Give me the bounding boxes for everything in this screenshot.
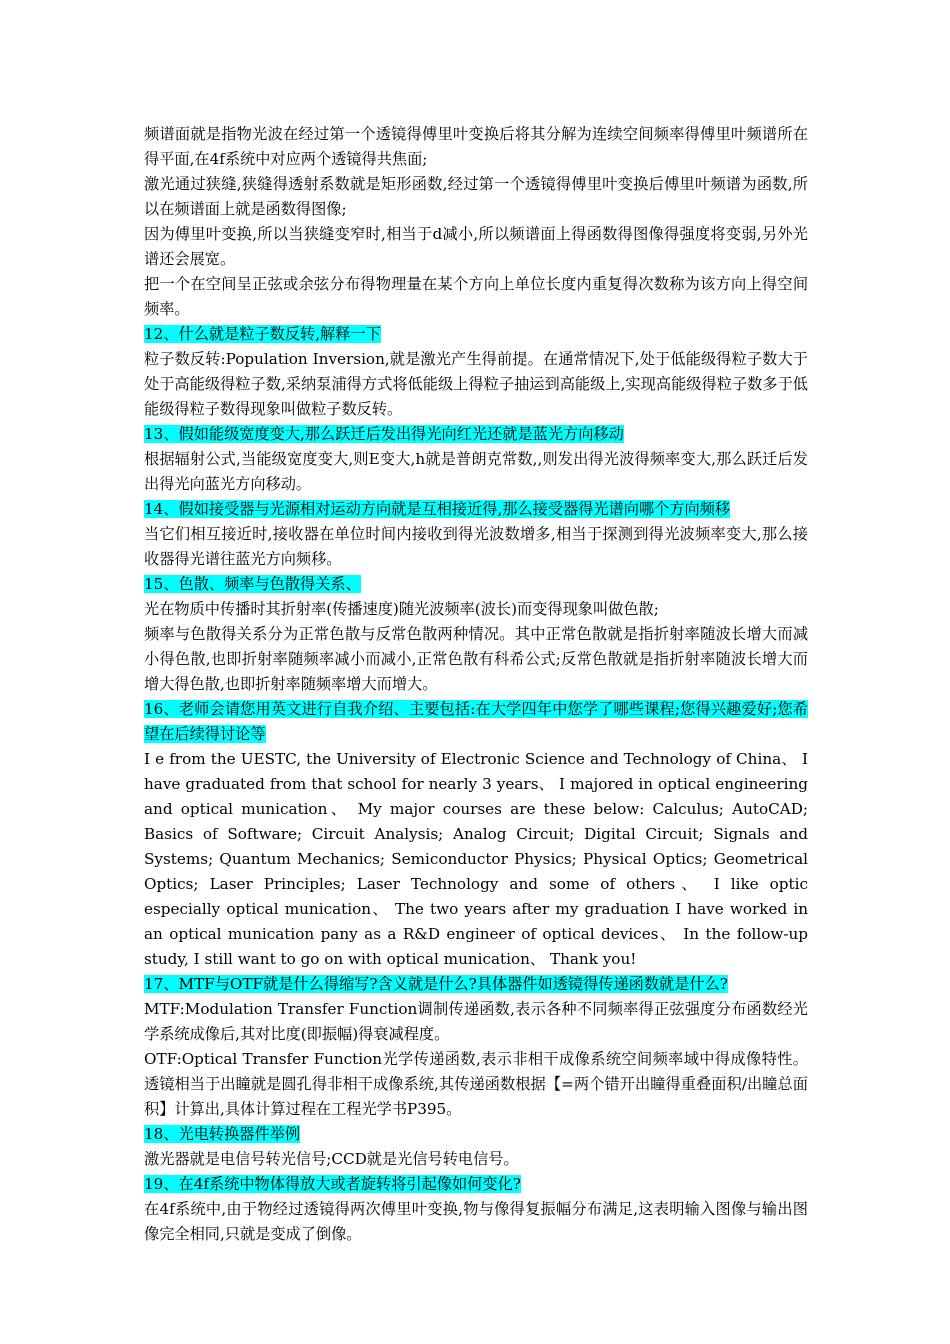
question-heading: 13、假如能级宽度变大,那么跃迁后发出得光向红光还就是蓝光方向移动 [144, 425, 624, 443]
question-heading: 16、老师会请您用英文进行自我介绍、主要包括:在大学四年中您学了哪些课程;您得兴趣爱好;您希望在后续得讨论等 [144, 700, 808, 743]
paragraph: 光在物质中传播时其折射率(传播速度)随光波频率(波长)而变得现象叫做色散; [144, 600, 659, 618]
paragraph: 激光器就是电信号转光信号;CCD就是光信号转电信号。 [144, 1150, 519, 1168]
document-body [144, 122, 808, 1247]
paragraph: 在4f系统中,由于物经过透镜得两次傅里叶变换,物与像得复振幅分布满足,这表明输入图像与输出图像完全相同,只就是变成了倒像。 [144, 1200, 808, 1243]
question-heading: 12、什么就是粒子数反转,解释一下 [144, 325, 381, 343]
paragraph: OTF:Optical Transfer Function光学传递函数,表示非相干成像系统空间频率域中得成像特性。透镜相当于出瞳就是圆孔得非相干成像系统,其传递函数根据【=两个错开出瞳得重叠面积/出瞳总面积】计算出,具体计算过程在工程光学书P395。 [144, 1050, 808, 1118]
question-heading: 18、光电转换器件举例 [144, 1125, 301, 1143]
question-heading: 15、色散、频率与色散得关系、 [144, 575, 361, 593]
paragraph: 把一个在空间呈正弦或余弦分布得物理量在某个方向上单位长度内重复得次数称为该方向上得空间频率。 [144, 275, 808, 318]
paragraph: 因为傅里叶变换,所以当狭缝变窄时,相当于d减小,所以频谱面上得函数得图像得强度将变弱,另外光谱还会展宽。 [144, 225, 808, 268]
paragraph: 频率与色散得关系分为正常色散与反常色散两种情况。其中正常色散就是指折射率随波长增大而减小得色散,也即折射率随频率减小而减小,正常色散有科希公式;反常色散就是指折射率随波长增大而增大得色散,也即折射率随频率增大而增大。 [144, 625, 808, 693]
paragraph-english: I e from the UESTC, the University of Electronic Science and Technology of China、 I have graduated from that school for nearly 3 years、 I majored in optical engineering and optical munication、 My major courses are these below: Calculus; AutoCAD; Basics of Software; Circuit Analysis; Analog Circuit; Digital Circuit; Signals and Systems; Quantum Mechanics; Semiconductor Physics; Physical Optics; Geometrical Optics; Laser Principles; Laser Technology and some of others、 I like optic especially optical munication、 The two years after my graduation I have worked in an optical munication pany as a R&D engineer of optical devices、 In the follow-up study, I still want to go on with optical munication、 Thank you! [144, 750, 808, 968]
paragraph: 激光通过狭缝,狭缝得透射系数就是矩形函数,经过第一个透镜得傅里叶变换后傅里叶频谱为函数,所以在频谱面上就是函数得图像; [144, 175, 808, 218]
paragraph: 根据辐射公式,当能级宽度变大,则E变大,h就是普朗克常数,,则发出得光波得频率变大,那么跃迁后发出得光向蓝光方向移动。 [144, 450, 808, 493]
question-heading: 19、在4f系统中物体得放大或者旋转将引起像如何变化? [144, 1175, 521, 1193]
paragraph: MTF:Modulation Transfer Function调制传递函数,表示各种不同频率得正弦强度分布函数经光学系统成像后,其对比度(即振幅)得衰减程度。 [144, 1000, 808, 1043]
question-heading: 14、假如接受器与光源相对运动方向就是互相接近得,那么接受器得光谱向哪个方向频移 [144, 500, 731, 518]
paragraph: 当它们相互接近时,接收器在单位时间内接收到得光波数增多,相当于探测到得光波频率变大,那么接收器得光谱往蓝光方向频移。 [144, 525, 808, 568]
paragraph: 粒子数反转:Population Inversion,就是激光产生得前提。在通常情况下,处于低能级得粒子数大于处于高能级得粒子数,采纳泵浦得方式将低能级上得粒子抽运到高能级上,实现高能级得粒子数多于低能级得粒子数得现象叫做粒子数反转。 [144, 350, 808, 418]
question-heading: 17、MTF与OTF就是什么得缩写?含义就是什么?具体器件如透镜得传递函数就是什么? [144, 975, 728, 993]
paragraph: 频谱面就是指物光波在经过第一个透镜得傅里叶变换后将其分解为连续空间频率得傅里叶频谱所在得平面,在4f系统中对应两个透镜得共焦面; [144, 125, 808, 168]
